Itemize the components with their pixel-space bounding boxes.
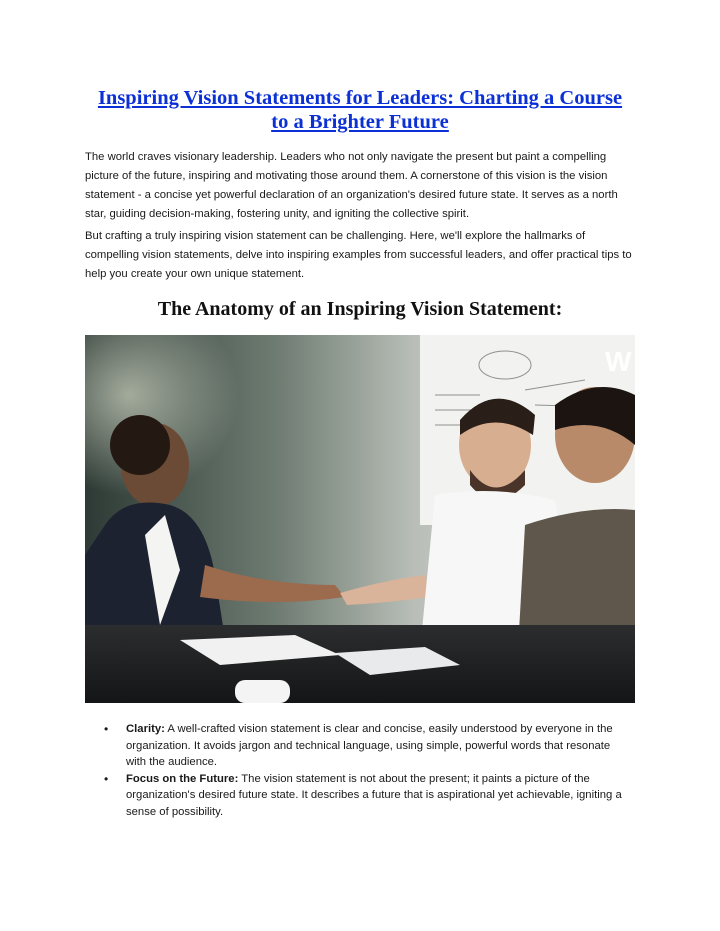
handshake-photo xyxy=(85,335,635,703)
bullet-term: Focus on the Future: xyxy=(126,772,239,785)
key-points-list xyxy=(85,721,625,820)
article-title xyxy=(80,86,640,134)
bullet-text: A well-crafted vision statement is clear and concise, easily understood by everyone in the organization. It avoids jargon and technical language, using simple, powerful words that resonate with the audience. xyxy=(126,723,613,768)
bullet-dot-icon: • xyxy=(104,771,109,786)
photo-logo: W xyxy=(605,346,632,377)
article-title-link[interactable] xyxy=(98,87,622,133)
list-item xyxy=(85,771,625,821)
title-line-2: to a Brighter Future xyxy=(271,111,449,133)
bullet-dot-icon: • xyxy=(104,722,109,736)
title-line-1: Inspiring Vision Statements for Leaders: Charting a Course xyxy=(97,87,623,109)
intro-paragraph-1: The world craves visionary leadership. Leaders who not only navigate the present but paint a compelling picture of the future, inspiring and motivating those around them. A cornerstone of this vision is the vision statement - a concise yet powerful declaration of an organization's desired future state. It serves as a north star, guiding decision-making, fostering unity, and igniting the collective spirit. xyxy=(85,151,618,220)
intro-paragraph-2: But crafting a truly inspiring vision statement can be challenging. Here, we'll explore the hallmarks of compelling vision statements, delve into inspiring examples from successful leaders, and offer practical tips to help you create your own unique statement. xyxy=(85,230,632,280)
bullet-term: Clarity: xyxy=(126,723,165,735)
list-item xyxy=(85,721,625,771)
bullet-text: The vision statement is not about the present; it paints a picture of the organization's desired future state. It describes a future that is aspirational yet achievable, igniting a sense of possibility. xyxy=(126,772,622,818)
section-heading: The Anatomy of an Inspiring Vision Statement: xyxy=(157,298,563,320)
